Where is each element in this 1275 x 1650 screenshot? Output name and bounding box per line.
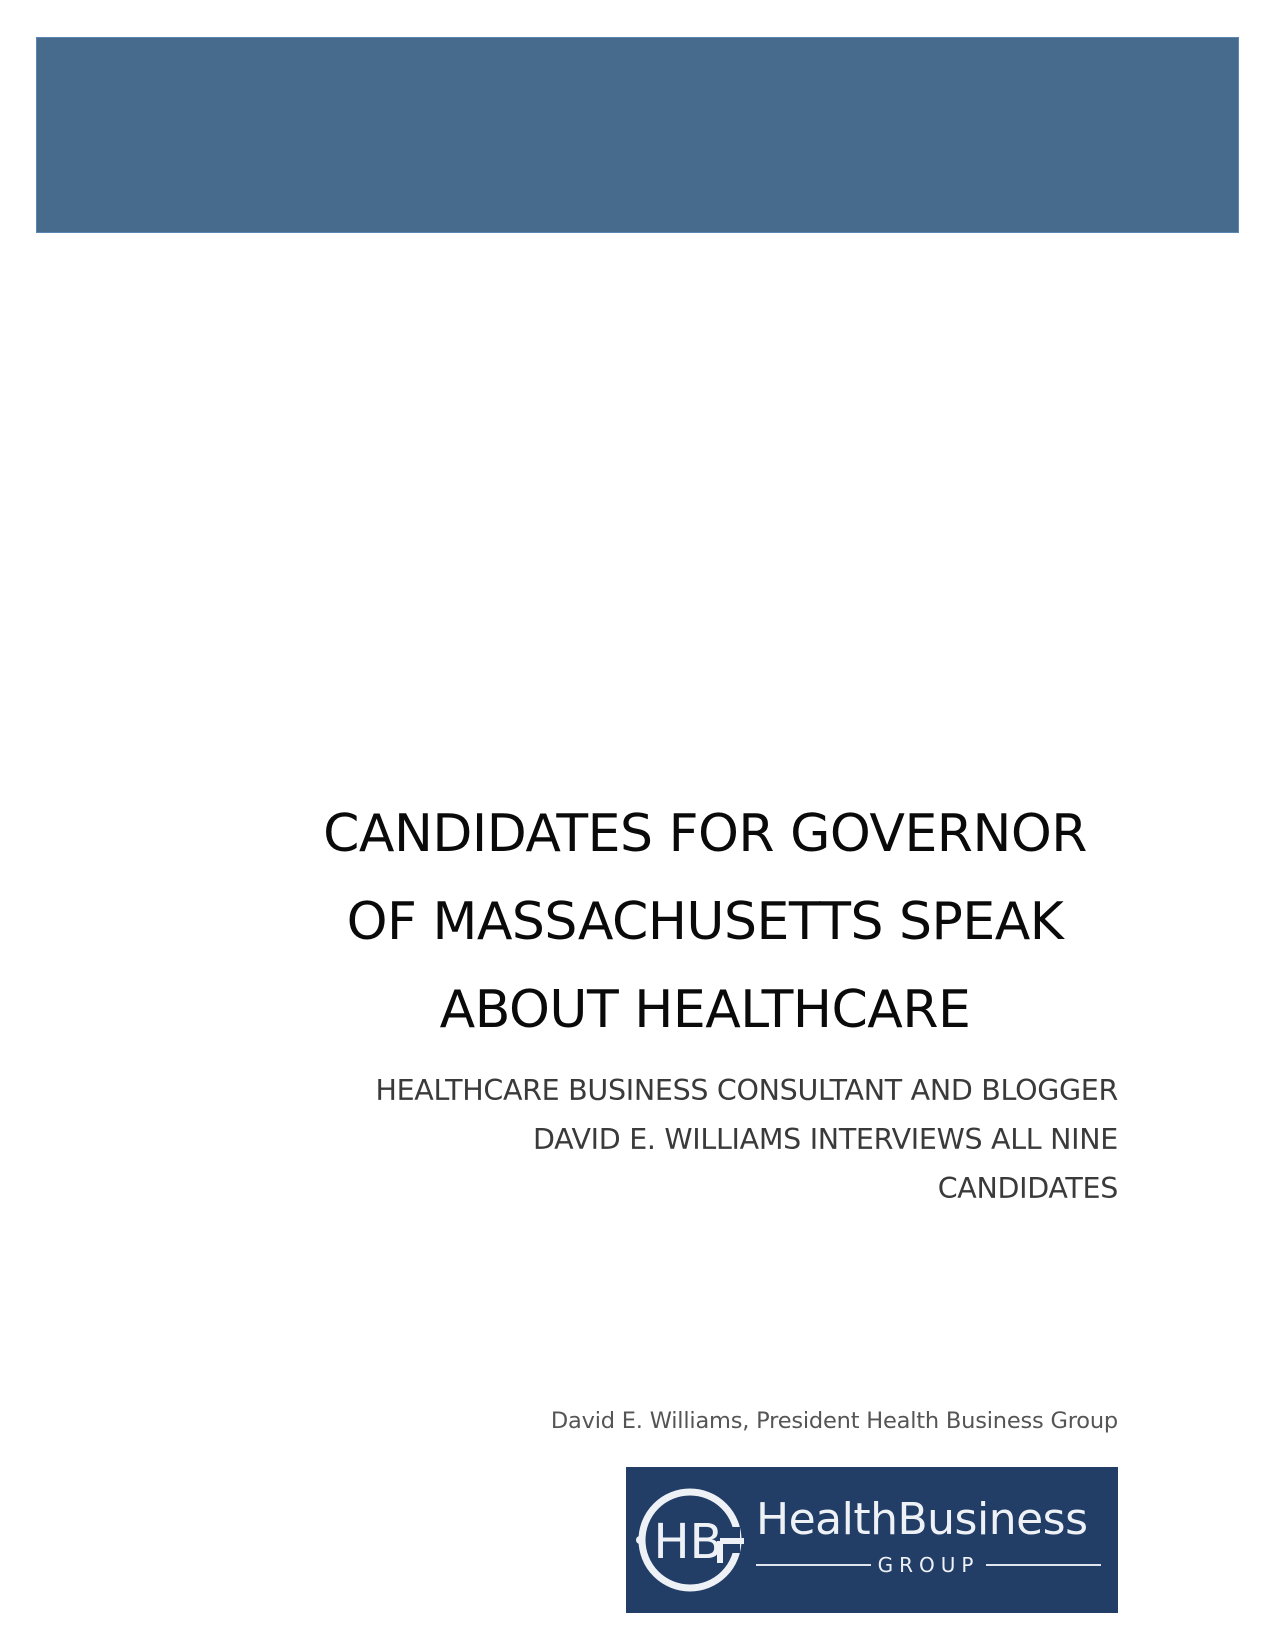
title-line: ABOUT HEALTHCARE (439, 980, 971, 1040)
header-band (36, 37, 1239, 233)
title-line: CANDIDATES FOR GOVERNOR (323, 804, 1087, 864)
logo-rule-left (756, 1564, 871, 1566)
hbg-logo-icon (626, 1467, 756, 1613)
logo-rule-right (986, 1564, 1101, 1566)
logo-monogram: HB (653, 1514, 723, 1570)
logo-subword: GROUP (877, 1553, 980, 1577)
subtitle-line: DAVID E. WILLIAMS INTERVIEWS ALL NINE (532, 1123, 1118, 1156)
author-byline: David E. Williams, President Health Business Group (550, 1408, 1118, 1434)
logo-wordmark: HealthBusiness (756, 1494, 1088, 1545)
subtitle-line: CANDIDATES (937, 1172, 1118, 1205)
title-line: OF MASSACHUSETTS SPEAK (346, 892, 1064, 952)
document-subtitle (278, 1066, 1118, 1213)
logo-subline (756, 1551, 1101, 1579)
health-business-group-logo (626, 1467, 1118, 1613)
subtitle-line: HEALTHCARE BUSINESS CONSULTANT AND BLOGGER (375, 1074, 1118, 1107)
document-title (280, 790, 1130, 1054)
